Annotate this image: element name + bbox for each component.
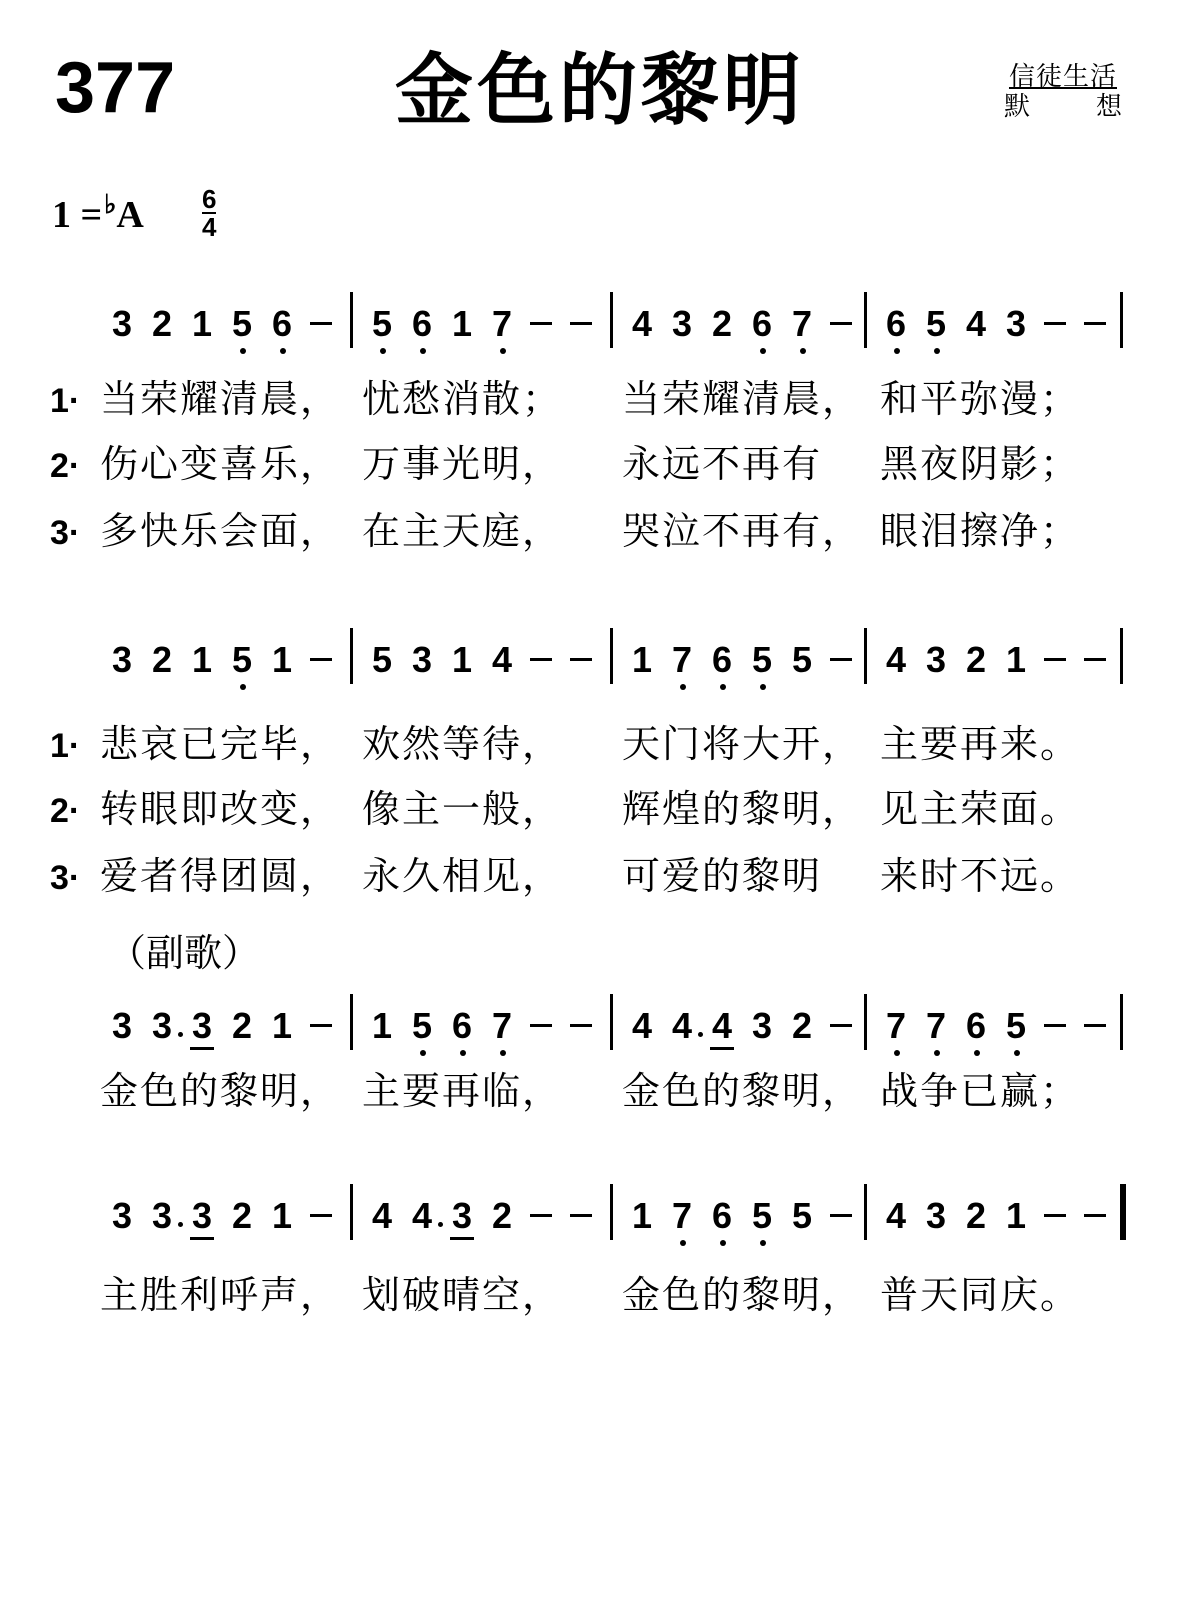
note: 4	[631, 1005, 653, 1046]
note: 3	[1005, 303, 1027, 344]
note: 5	[371, 639, 393, 680]
lyric-phrase: 欢然等待，	[362, 722, 563, 766]
lower-octave-dot	[460, 1050, 466, 1056]
note: 2	[791, 1005, 813, 1046]
note: 3	[151, 1005, 173, 1046]
note: 2	[231, 1005, 253, 1046]
key-prefix: 1 =	[52, 194, 103, 236]
note: 3	[751, 1005, 773, 1046]
lyric-phrase: 金色的黎明，	[100, 1069, 341, 1113]
note: 5	[922, 306, 950, 342]
note: 6	[268, 306, 296, 342]
note: 7	[788, 306, 816, 342]
eighth-underline	[710, 1047, 734, 1050]
note: 3	[925, 639, 947, 680]
note: 5	[748, 642, 776, 678]
note: 6	[708, 1198, 736, 1234]
note: 3	[151, 1195, 173, 1236]
lower-octave-dot	[800, 348, 806, 354]
augmentation-dot	[698, 1032, 703, 1037]
chorus-label: （副歌）	[108, 931, 261, 975]
lyric-phrase: 爱者得团圆，	[100, 854, 341, 898]
note: 7	[668, 1198, 696, 1234]
lyric-phrase: 辉煌的黎明，	[622, 787, 863, 831]
lower-octave-dot	[240, 348, 246, 354]
note: 7	[882, 1008, 910, 1044]
note: 5	[408, 1008, 436, 1044]
time-numerator: 6	[202, 184, 217, 214]
note: 3	[925, 1195, 947, 1236]
note: 4	[885, 639, 907, 680]
note: 1	[271, 1195, 293, 1236]
duration-dash	[1044, 1214, 1066, 1217]
note: 6	[448, 1008, 476, 1044]
eighth-underline	[190, 1237, 214, 1240]
note: 1	[371, 1005, 393, 1046]
duration-dash	[310, 1214, 332, 1217]
lyric-phrase: 战争已赢；	[880, 1069, 1081, 1113]
barline	[864, 292, 867, 348]
note: 2	[711, 303, 733, 344]
duration-dash	[310, 1024, 332, 1027]
note: 4	[411, 1195, 433, 1236]
lower-octave-dot	[680, 684, 686, 690]
note: 5	[368, 306, 396, 342]
lyric-phrase: 来时不远。	[880, 854, 1081, 898]
lyric-phrase: 可爱的黎明	[622, 854, 823, 898]
barline	[864, 1184, 867, 1240]
lyric-phrase: 金色的黎明，	[622, 1273, 863, 1317]
note: 7	[668, 642, 696, 678]
note: 6	[708, 642, 736, 678]
lower-octave-dot	[680, 1240, 686, 1246]
lower-octave-dot	[894, 1050, 900, 1056]
duration-dash	[310, 322, 332, 325]
duration-dash	[530, 1214, 552, 1217]
note: 2	[965, 639, 987, 680]
lyric-phrase: 忧愁消散；	[362, 377, 563, 421]
verse-number: 3·	[50, 514, 81, 552]
lyric-phrase: 主要再临，	[362, 1069, 563, 1113]
note: 7	[488, 306, 516, 342]
note: 4	[965, 303, 987, 344]
lower-octave-dot	[1014, 1050, 1020, 1056]
lyric-phrase: 主胜利呼声，	[100, 1273, 341, 1317]
duration-dash	[570, 322, 592, 325]
barline	[610, 1184, 613, 1240]
duration-dash	[1044, 322, 1066, 325]
duration-dash	[530, 1024, 552, 1027]
note: 6	[962, 1008, 990, 1044]
note: 5	[1002, 1008, 1030, 1044]
flat-sign: ♭	[104, 190, 117, 219]
duration-dash	[1044, 658, 1066, 661]
lyric-phrase: 普天同庆。	[880, 1273, 1081, 1317]
lyric-phrase: 万事光明，	[362, 442, 563, 486]
note: 5	[228, 306, 256, 342]
lyrics-source: 信徒生活	[1008, 62, 1117, 92]
note: 2	[151, 639, 173, 680]
note: 3	[111, 1195, 133, 1236]
lyric-phrase: 黑夜阴影；	[880, 442, 1081, 486]
lyric-phrase: 当荣耀清晨，	[622, 377, 863, 421]
lyric-phrase: 主要再来。	[880, 722, 1081, 766]
note: 5	[748, 1198, 776, 1234]
lower-octave-dot	[500, 1050, 506, 1056]
note: 6	[408, 306, 436, 342]
duration-dash	[1084, 1214, 1106, 1217]
hymn-number: 377	[55, 48, 176, 128]
note: 1	[1005, 639, 1027, 680]
note: 4	[491, 639, 513, 680]
lyric-phrase: 像主一般，	[362, 787, 563, 831]
barline	[864, 994, 867, 1050]
note: 5	[228, 642, 256, 678]
duration-dash	[530, 658, 552, 661]
duration-dash	[1084, 322, 1106, 325]
note: 3	[671, 303, 693, 344]
verse-number: 2·	[50, 447, 81, 485]
lower-octave-dot	[380, 348, 386, 354]
barline	[864, 628, 867, 684]
lower-octave-dot	[720, 684, 726, 690]
barline	[1120, 292, 1123, 348]
note: 2	[151, 303, 173, 344]
lyric-phrase: 伤心变喜乐，	[100, 442, 341, 486]
note: 5	[791, 639, 813, 680]
note: 1	[191, 639, 213, 680]
hymn-title: 金色的黎明	[394, 46, 805, 136]
note: 2	[965, 1195, 987, 1236]
lyric-phrase: 当荣耀清晨，	[100, 377, 341, 421]
lower-octave-dot	[760, 1240, 766, 1246]
lower-octave-dot	[500, 348, 506, 354]
note: 4	[631, 303, 653, 344]
note: 1	[271, 1005, 293, 1046]
note: 3	[188, 1198, 216, 1234]
duration-dash	[830, 658, 852, 661]
note: 1	[271, 639, 293, 680]
note: 3	[448, 1198, 476, 1234]
lyric-phrase: 哭泣不再有，	[622, 509, 863, 553]
key-note: A	[116, 194, 144, 236]
lower-octave-dot	[420, 348, 426, 354]
lower-octave-dot	[894, 348, 900, 354]
duration-dash	[830, 322, 852, 325]
augmentation-dot	[178, 1222, 183, 1227]
note: 1	[191, 303, 213, 344]
barline	[350, 628, 353, 684]
barline	[610, 994, 613, 1050]
key-signature	[52, 190, 144, 236]
duration-dash	[310, 658, 332, 661]
lyric-phrase: 永久相见，	[362, 854, 563, 898]
lower-octave-dot	[420, 1050, 426, 1056]
note: 3	[111, 303, 133, 344]
final-barline	[1120, 1184, 1126, 1240]
lyric-phrase: 永远不再有	[622, 442, 823, 486]
note: 4	[371, 1195, 393, 1236]
duration-dash	[1044, 1024, 1066, 1027]
duration-dash	[830, 1214, 852, 1217]
note: 1	[451, 639, 473, 680]
note: 4	[708, 1008, 736, 1044]
lyric-phrase: 和平弥漫；	[880, 377, 1081, 421]
note: 4	[671, 1005, 693, 1046]
verse-number: 1·	[50, 727, 81, 765]
lyric-phrase: 转眼即改变，	[100, 787, 341, 831]
note: 5	[791, 1195, 813, 1236]
note: 6	[748, 306, 776, 342]
lyric-phrase: 见主荣面。	[880, 787, 1081, 831]
note: 3	[111, 639, 133, 680]
note: 2	[491, 1195, 513, 1236]
lyric-phrase: 多快乐会面，	[100, 509, 341, 553]
note: 6	[882, 306, 910, 342]
duration-dash	[830, 1024, 852, 1027]
lower-octave-dot	[720, 1240, 726, 1246]
lyric-phrase: 划破晴空，	[362, 1273, 563, 1317]
note: 2	[231, 1195, 253, 1236]
lower-octave-dot	[974, 1050, 980, 1056]
verse-number: 1·	[50, 382, 81, 420]
lyric-phrase: 金色的黎明，	[622, 1069, 863, 1113]
note: 7	[488, 1008, 516, 1044]
lyric-phrase: 悲哀已完毕，	[100, 722, 341, 766]
barline	[1120, 994, 1123, 1050]
note: 1	[631, 1195, 653, 1236]
lower-octave-dot	[240, 684, 246, 690]
augmentation-dot	[438, 1222, 443, 1227]
duration-dash	[530, 322, 552, 325]
verse-number: 2·	[50, 792, 81, 830]
barline	[610, 292, 613, 348]
note: 7	[922, 1008, 950, 1044]
duration-dash	[570, 658, 592, 661]
note: 1	[1005, 1195, 1027, 1236]
lower-octave-dot	[934, 348, 940, 354]
duration-dash	[570, 1024, 592, 1027]
augmentation-dot	[178, 1032, 183, 1037]
author-credit: 默 想	[1004, 92, 1122, 122]
lower-octave-dot	[934, 1050, 940, 1056]
duration-dash	[570, 1214, 592, 1217]
lower-octave-dot	[760, 684, 766, 690]
lyric-phrase: 眼泪擦净；	[880, 509, 1081, 553]
barline	[350, 994, 353, 1050]
note: 1	[451, 303, 473, 344]
eighth-underline	[190, 1047, 214, 1050]
duration-dash	[1084, 1024, 1106, 1027]
time-signature	[202, 186, 216, 240]
barline	[610, 628, 613, 684]
note: 3	[188, 1008, 216, 1044]
note: 3	[411, 639, 433, 680]
barline	[1120, 628, 1123, 684]
note: 3	[111, 1005, 133, 1046]
time-denominator: 4	[202, 212, 217, 242]
lyric-phrase: 天门将大开，	[622, 722, 863, 766]
note: 4	[885, 1195, 907, 1236]
lower-octave-dot	[760, 348, 766, 354]
lower-octave-dot	[280, 348, 286, 354]
note: 1	[631, 639, 653, 680]
lyric-phrase: 在主天庭，	[362, 509, 563, 553]
duration-dash	[1084, 658, 1106, 661]
verse-number: 3·	[50, 859, 81, 897]
eighth-underline	[450, 1237, 474, 1240]
barline	[350, 292, 353, 348]
barline	[350, 1184, 353, 1240]
